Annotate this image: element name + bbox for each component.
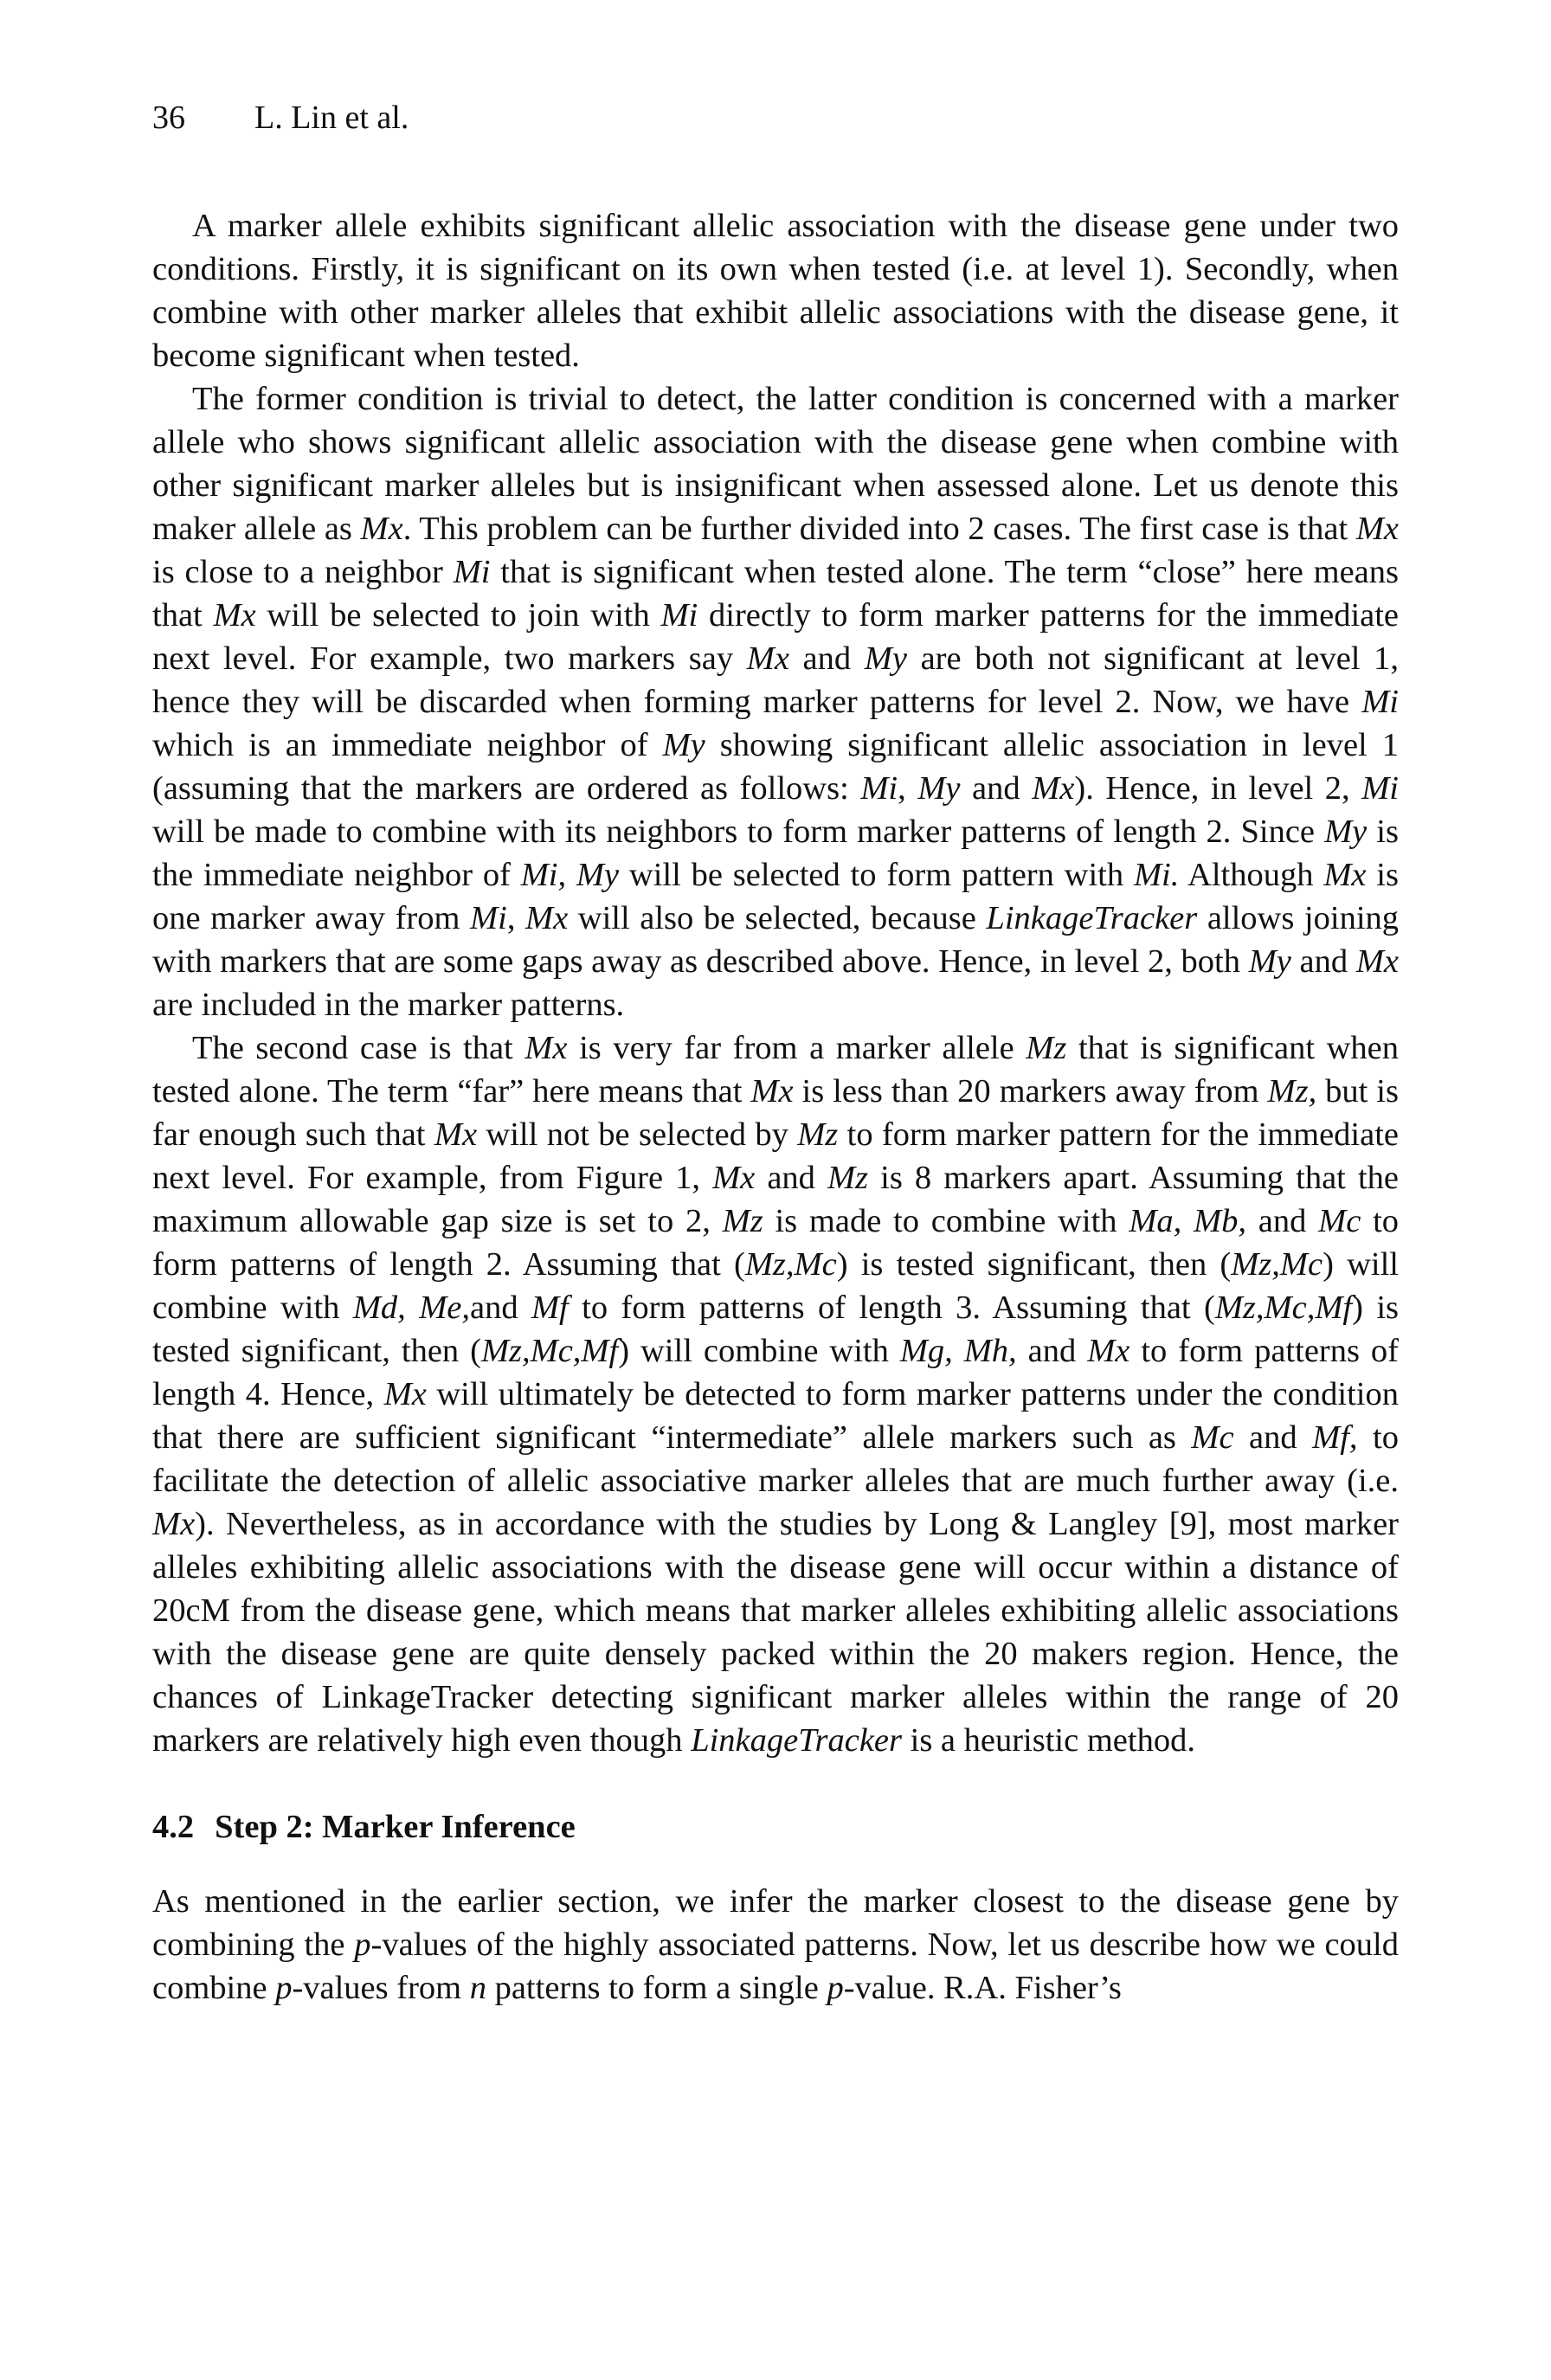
paragraph [152, 204, 1399, 377]
text-span: ) will combine with [152, 1246, 1399, 1326]
text-span: is one marker away from [152, 857, 1399, 936]
italic-text: Mi [860, 770, 898, 807]
italic-text: Ma, Mb, [1129, 1203, 1246, 1239]
text-span: will be selected to join with [255, 597, 661, 634]
text-span: will ultimately be detected to form marker patterns under the condition that there are sufficient significant “intermediate” allele markers such as [152, 1376, 1399, 1456]
italic-text: n [469, 1970, 486, 2006]
paragraph [152, 1880, 1399, 2010]
italic-text: Mx [1355, 943, 1399, 980]
text-span: is less than 20 markers away from [793, 1073, 1268, 1110]
text-span: ) is tested significant, then ( [152, 1290, 1399, 1369]
italic-text: Mz,Mc,Mf [480, 1333, 619, 1369]
text-span: to form marker pattern for the immediate next level. For example, from Figure 1, [152, 1116, 1399, 1196]
italic-text: Mi [660, 597, 698, 634]
section-paragraphs [152, 1880, 1399, 2010]
text-span: The second case is that [192, 1030, 525, 1066]
italic-text: Mx [152, 1506, 196, 1542]
text-span: -values of the highly associated patterns. Now, let us describe how we could combine [152, 1927, 1399, 2006]
text-span: -values from [292, 1970, 470, 2006]
section-title: Step 2: Marker Inference [215, 1809, 576, 1845]
italic-text: Mz,Mc [1231, 1246, 1323, 1283]
italic-text: Mx [525, 900, 569, 936]
italic-text: My [864, 640, 907, 677]
page-number: 36 [152, 100, 185, 136]
italic-text: Mx [525, 1030, 568, 1066]
italic-text: Mi [470, 900, 507, 936]
italic-text: Mx [434, 1116, 478, 1153]
text-span: is 8 markers apart. Assuming that the maximum allowable gap size is set to 2, [152, 1160, 1399, 1239]
main-text [152, 204, 1399, 2010]
text-span: ). Nevertheless, as in accordance with the studies by Long & Langley [9], most marker alleles exhibiting allelic associations with the disease gene will occur within a distance of 20cM from the disease gene, which means that marker alleles exhibiting allelic associations with the disease gene are quite densely packed within the 20 makers region. Hence, the chances of LinkageTracker detecting significant marker alleles within the range of 20 markers are relatively high even though [152, 1506, 1399, 1759]
text-span: and [788, 640, 865, 677]
section-heading [152, 1805, 1399, 1849]
italic-text: Mc [1318, 1203, 1361, 1239]
text-span: will be made to combine with its neighbors to form marker patterns of length 2. Since [152, 814, 1325, 850]
text-span: to form patterns of length 2. Assuming that ( [152, 1203, 1400, 1283]
text-span: , [506, 900, 526, 936]
italic-text: Mz [1026, 1030, 1067, 1066]
italic-text: Mx [213, 597, 256, 634]
italic-text: p [275, 1970, 293, 2006]
text-span: that is significant when tested alone. The term “close” here means that [152, 554, 1399, 634]
italic-text: Mx [1032, 770, 1075, 807]
italic-text: My [662, 727, 705, 763]
italic-text: Mi, My [520, 857, 620, 893]
text-span: will also be selected, because [568, 900, 987, 936]
text-span: and [1233, 1419, 1313, 1456]
body-paragraphs [152, 204, 1399, 1762]
text-span: and [755, 1160, 828, 1196]
running-header [152, 97, 409, 138]
italic-text: Mi [1361, 770, 1400, 807]
text-span: and [960, 770, 1033, 807]
text-span: to form patterns of length 4. Hence, [152, 1333, 1399, 1412]
italic-text: Mz [722, 1203, 763, 1239]
italic-text: LinkageTracker [691, 1722, 902, 1759]
text-span: A marker allele exhibits significant allelic association with the disease gene under two conditions. Firstly, it is significant on its own when tested (i.e. at level 1). Secondly, when combine with other marker alleles that exhibit allelic associations with the disease gene, it become significant when tested. [152, 208, 1399, 374]
italic-text: Mx [712, 1160, 756, 1196]
text-span: which is an immediate neighbor of [152, 727, 663, 763]
italic-text: Mx [1323, 857, 1367, 893]
text-span: to form patterns of length 3. Assuming that ( [568, 1290, 1215, 1326]
text-span: to facilitate the detection of allelic associative marker alleles that are much further away (i.e. [152, 1419, 1399, 1499]
text-span: As mentioned in the earlier section, we infer the marker closest to the disease gene by combining the [152, 1883, 1399, 1963]
italic-text: Mi [453, 554, 491, 590]
text-span: ). Hence, in level 2, [1074, 770, 1362, 807]
italic-text: Mi [1361, 684, 1399, 720]
italic-text: Mx [1087, 1333, 1130, 1369]
italic-text: My [1324, 814, 1368, 850]
text-span: is very far from a marker allele [567, 1030, 1026, 1066]
text-span: and [469, 1290, 531, 1326]
italic-text: Mz,Mc,Mf [1214, 1290, 1353, 1326]
text-span: The former condition is trivial to detect, the latter condition is concerned with a marker allele who shows significant allelic association with the disease gene when combine with other significant marker alleles but is insignificant when assessed alone. Let us denote this maker allele as [152, 381, 1399, 547]
text-span: ) is tested significant, then ( [836, 1246, 1232, 1283]
text-span: showing significant allelic association in level 1 (assuming that the markers are ordered as follows: [152, 727, 1399, 807]
text-span: Although [1179, 857, 1324, 893]
text-span: ) will combine with [618, 1333, 900, 1369]
italic-text: Mz, [1267, 1073, 1317, 1110]
italic-text: Mx [360, 511, 403, 547]
italic-text: Md, Me, [352, 1290, 470, 1326]
text-span: is a heuristic method. [902, 1722, 1195, 1759]
italic-text: Mz,Mc [744, 1246, 837, 1283]
text-span: , [898, 770, 918, 807]
italic-text: Mf, [1312, 1419, 1358, 1456]
italic-text: Mf [531, 1290, 569, 1326]
text-span: is made to combine with [763, 1203, 1129, 1239]
text-span: . This problem can be further divided into 2 cases. The first case is that [402, 511, 1356, 547]
text-span: -value. R.A. Fisher’s [843, 1970, 1122, 2006]
italic-text: Mx [746, 640, 789, 677]
italic-text: Mx [750, 1073, 794, 1110]
italic-text: Mg, Mh, [899, 1333, 1017, 1369]
italic-text: My [1248, 943, 1291, 980]
paragraph [152, 377, 1399, 1026]
italic-text: Mx [383, 1376, 427, 1412]
paragraph [152, 1026, 1399, 1762]
italic-text: LinkageTracker [986, 900, 1198, 936]
running-head-authors: L. Lin et al. [254, 100, 409, 136]
italic-text: p [827, 1970, 844, 2006]
italic-text: Mz [797, 1116, 839, 1153]
italic-text: p [354, 1927, 371, 1963]
text-span: are included in the marker patterns. [152, 987, 625, 1023]
text-span: is close to a neighbor [152, 554, 454, 590]
italic-text: Mx [1355, 511, 1399, 547]
text-span: are both not significant at level 1, hence they will be discarded when forming marker patterns for level 2. Now, we have [152, 640, 1400, 720]
text-span: and [1016, 1333, 1088, 1369]
text-span: patterns to form a single [486, 1970, 827, 2006]
text-span: will not be selected by [477, 1116, 798, 1153]
text-span: allows joining with markers that are some gaps away as described above. Hence, in level 2, both [152, 900, 1400, 980]
text-span: and [1290, 943, 1356, 980]
text-span: will be selected to form pattern with [619, 857, 1134, 893]
text-span: directly to form marker patterns for the immediate next level. For example, two markers say [152, 597, 1400, 677]
section-number: 4.2 [152, 1809, 195, 1845]
italic-text: Mc [1191, 1419, 1234, 1456]
text-span: that is significant when tested alone. The term “far” here means that [152, 1030, 1400, 1110]
text-span: is the immediate neighbor of [152, 814, 1399, 893]
text-span: and [1246, 1203, 1319, 1239]
italic-text: Mz [827, 1160, 869, 1196]
italic-text: My [917, 770, 961, 807]
italic-text: Mi. [1133, 857, 1180, 893]
text-span: but is far enough such that [152, 1073, 1399, 1153]
